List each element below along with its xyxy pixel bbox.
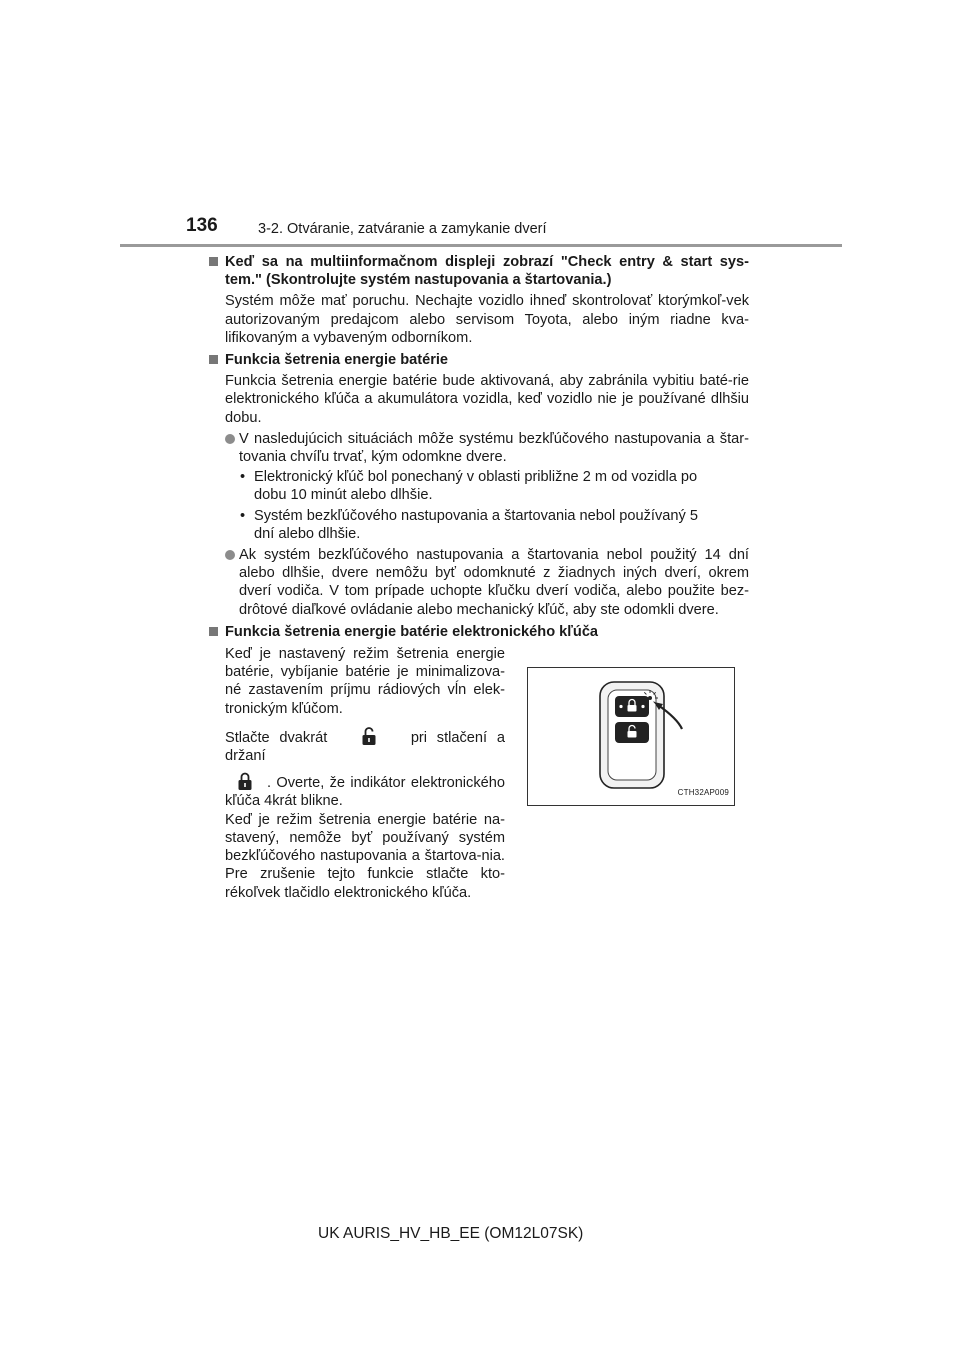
sub-list-item <box>239 468 749 504</box>
page-content <box>209 253 749 902</box>
list-item <box>225 546 749 619</box>
heading-text: Keď sa na multiinformačnom displeji zobrazí "Check entry & start sys-tem." (Skontrolujte systém nastupovania a štartovania.) <box>225 254 749 289</box>
bullet-icon: • <box>240 469 246 486</box>
heading-check-entry <box>209 253 749 289</box>
list-item <box>225 430 749 466</box>
text-column <box>225 645 505 902</box>
paragraph: Keď je režim šetrenia energie batérie na-stavený, nemôže byť používaný systém bezkľúčového nastupovania a štartova-nia. Pre zrušenie tejto funkcie stlačte kto-rékoľvek tlačidlo elektronického kľúča. <box>225 811 505 901</box>
paragraph: Systém môže mať poruchu. Nechajte vozidlo ihneď skontrolovať ktorýmkoľ-vek autorizovaným predajcom alebo servisom Toyota, alebo iným riadne kva-lifikovaným a vybaveným odborníkom. <box>225 293 749 346</box>
paragraph: Funkcia šetrenia energie batérie bude aktivovaná, aby zabránila vybitiu baté-rie elektronického kľúča a akumulátora vozidla, keď vozidlo nie je používané dlhšiu dobu. <box>225 373 749 426</box>
figure-label: CTH32AP009 <box>677 787 729 797</box>
square-bullet-icon <box>209 257 218 266</box>
heading-battery-saving <box>209 351 749 369</box>
two-column-block <box>209 645 749 902</box>
instruction-continuation: . Overte, že indikátor elektronického kľúča 4krát blikne. <box>225 771 505 810</box>
section-title: 3-2. Otváranie, zatváranie a zamykanie dverí <box>258 221 547 237</box>
round-bullet-icon <box>225 434 235 444</box>
heading-text: Funkcia šetrenia energie batérie <box>225 352 449 369</box>
square-bullet-icon <box>209 355 218 364</box>
page-number: 136 <box>186 215 218 236</box>
sub-list-item-text: Elektronický kľúč bol ponechaný v oblasti približne 2 m od vozidla po dobu 10 minút alebo dlhšie. <box>254 469 698 504</box>
heading-key-battery-saving <box>209 623 749 641</box>
footer-code: UK AURIS_HV_HB_EE (OM12L07SK) <box>318 1225 584 1242</box>
instruction-paragraph: Stlačte dvakrát pri stlačení a držaní <box>225 726 505 765</box>
unlock-icon <box>361 726 377 746</box>
square-bullet-icon <box>209 627 218 636</box>
bullet-icon: • <box>240 507 246 524</box>
list-item-text: Ak systém bezkľúčového nastupovania a štartovania nebol použitý 14 dní alebo dlhšie, dvere nemôžu byť odomknuté z žiadnych iných dverí, okrem dverí vodiča. V tom prípade uchopte kľučku dverí vodiča, alebo použite bez-drôtové diaľkové ovládanie alebo mechanický kľúč, aby ste odomkli dvere. <box>239 547 749 618</box>
smart-key-figure <box>527 667 735 806</box>
header-divider <box>120 244 842 247</box>
list-item-text: V nasledujúcich situáciách môže systému bezkľúčového nastupovania a štar-tovania chvíľu trvať, kým odomkne dvere. <box>239 430 749 466</box>
sub-list-item-text: Systém bezkľúčového nastupovania a štartovania nebol používaný 5 dní alebo dlhšie. <box>254 507 698 542</box>
round-bullet-icon <box>225 550 235 560</box>
sub-list-item <box>239 507 749 543</box>
paragraph: Keď je nastavený režim šetrenia energie batérie, vybíjanie batérie je minimalizova-né zastavením príjmu rádiových vĺn elek-tronickým kľúčom. <box>225 646 505 717</box>
lock-icon <box>237 771 253 791</box>
heading-text: Funkcia šetrenia energie batérie elektronického kľúča <box>225 623 599 640</box>
